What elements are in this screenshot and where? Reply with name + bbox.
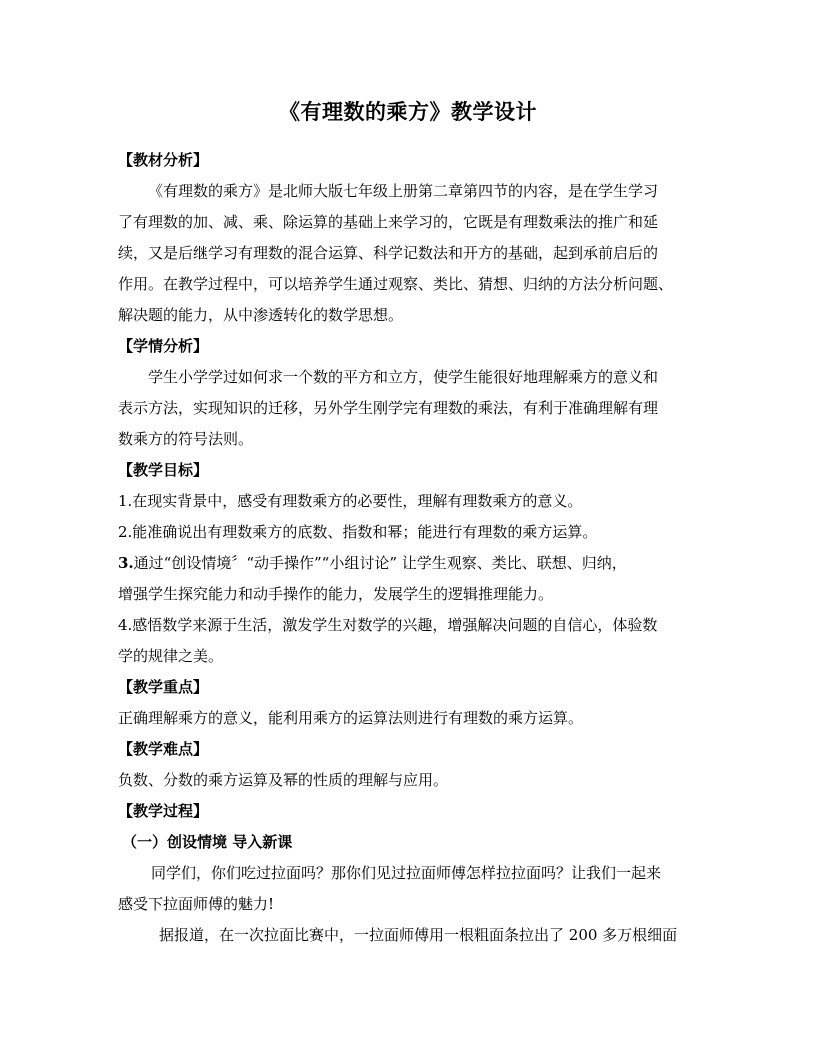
paragraph-line: 续，又是后继学习有理数的混合运算、科学记数法和开方的基础，起到承前启后的 [118, 244, 659, 262]
section-heading-goals: 【教学目标】 [118, 461, 209, 479]
paragraph-line: 学生小学学过如何求一个数的平方和立方，使学生能很好地理解乘方的意义和 [148, 368, 659, 386]
section-heading-material: 【教材分析】 [118, 151, 209, 169]
paragraph-line: 解决题的能力，从中渗透转化的数学思想。 [118, 306, 404, 324]
paragraph-line: 据报道，在一次拉面比赛中，一拉面师傅用一根粗面条拉出了 200 多万根细面 [159, 926, 678, 944]
paragraph-line: 了有理数的加、减、乘、除运算的基础上来学习的，它既是有理数乘法的推广和延 [118, 213, 659, 231]
key-point-text: 正确理解乘方的意义，能利用乘方的运算法则进行有理数的乘方运算。 [118, 709, 584, 727]
goal-item-4-continued: 学的规律之美。 [118, 647, 224, 665]
document-body [118, 145, 710, 951]
paragraph-line: 表示方法，实现知识的迁移，另外学生刚学完有理数的乘法，有利于准确理解有理 [118, 399, 659, 417]
goal-item-1: 1.在现实背景中，感受有理数乘方的必要性，理解有理数乘方的意义。 [118, 492, 583, 510]
goal-item-3-continued: 增强学生探究能力和动手操作的能力，发展学生的逻辑推理能力。 [118, 585, 554, 603]
section-heading-key: 【教学重点】 [118, 678, 209, 696]
paragraph-line: 《有理数的乘方》是北师大版七年级上册第二章第四节的内容，是在学生学习 [148, 182, 659, 200]
section-heading-student: 【学情分析】 [118, 337, 209, 355]
section-heading-process: 【教学过程】 [118, 802, 209, 820]
goal-item-2: 2.能准确说出有理数乘方的底数、指数和幂；能进行有理数的乘方运算。 [118, 523, 598, 541]
difficult-point-text: 负数、分数的乘方运算及幂的性质的理解与应用。 [118, 771, 449, 789]
paragraph-line: 同学们，你们吃过拉面吗？那你们见过拉面师傅怎样拉拉面吗？让我们一起来 [151, 864, 662, 882]
goal-text: 通过“创设情境〞“动手操作”“小组讨论” 让学生观察、类比、联想、归纳， [133, 554, 627, 572]
goal-item-4: 4.感悟数学来源于生活，激发学生对数学的兴趣，增强解决问题的自信心，体验数 [118, 616, 658, 634]
process-subheading: （一）创设情境 导入新课 [122, 833, 293, 851]
paragraph-line: 感受下拉面师傅的魅力! [118, 895, 275, 913]
paragraph-line: 数乘方的符号法则。 [118, 430, 254, 448]
goal-number: 3. [118, 554, 134, 572]
section-heading-difficult: 【教学难点】 [118, 740, 209, 758]
document-title: 《有理数的乘方》教学设计 [279, 99, 537, 124]
goal-item-3 [118, 548, 710, 579]
paragraph-line: 作用。在教学过程中，可以培养学生通过观察、类比、猜想、归纳的方法分析问题、 [118, 275, 674, 293]
